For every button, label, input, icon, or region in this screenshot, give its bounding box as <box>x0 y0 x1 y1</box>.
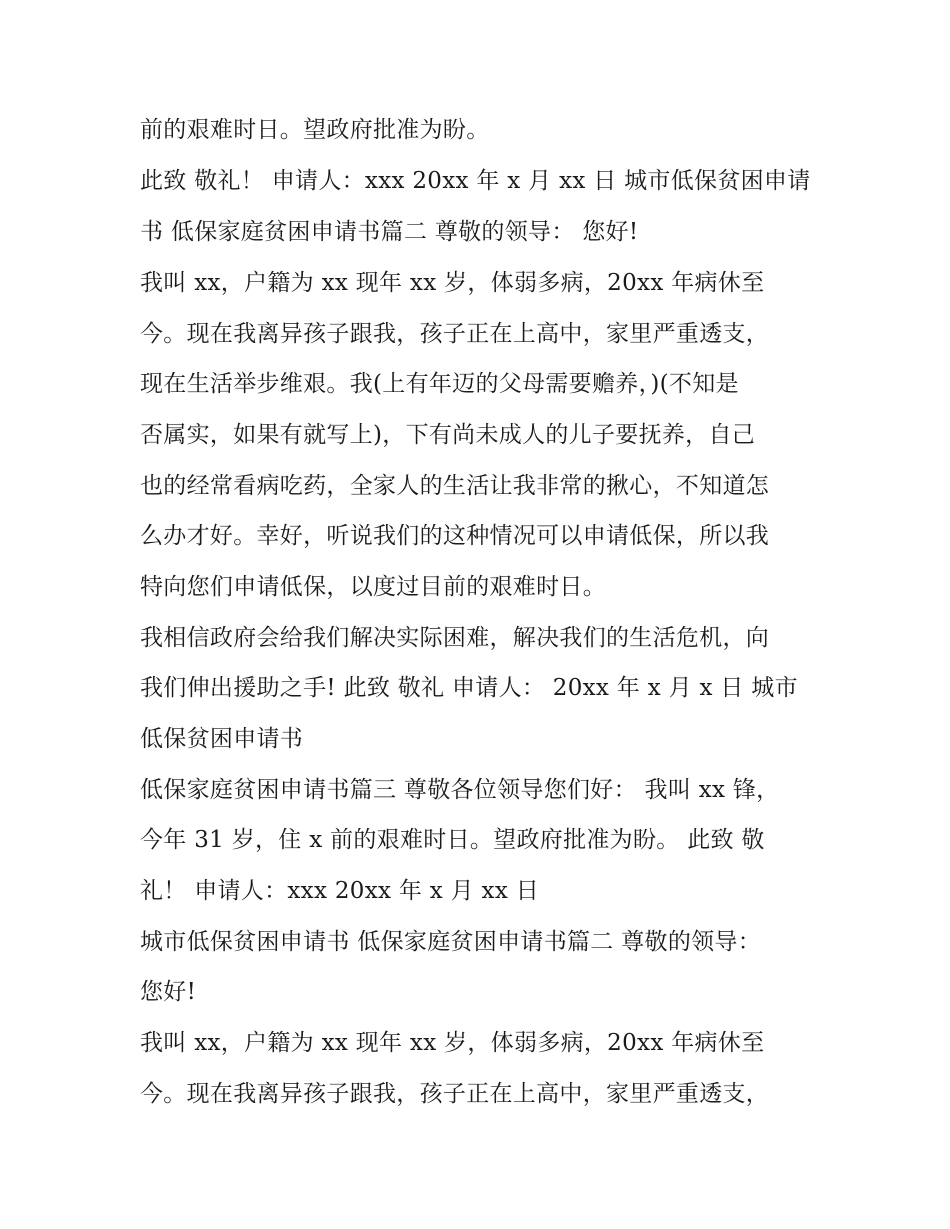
text-line-18: 您好! <box>140 979 197 1005</box>
text-line-16: 礼！ 申请人：xxx 20xx 年 x 月 xx 日 <box>140 878 540 904</box>
text-line-2: 此致 敬礼！ 申请人：xxx 20xx 年 x 月 xx 日 城市低保贫困申请 <box>140 168 811 194</box>
text-line-8: 也的经常看病吃药，全家人的生活让我非常的揪心，不知道怎 <box>140 473 770 499</box>
text-line-5: 今。现在我离异孩子跟我，孩子正在上高中，家里严重透支， <box>140 321 770 347</box>
text-line-11: 我相信政府会给我们解决实际困难，解决我们的生活危机，向 <box>140 625 770 651</box>
text-line-10: 特向您们申请低保，以度过目前的艰难时日。 <box>140 574 606 600</box>
text-line-19: 我叫 xx，户籍为 xx 现年 xx 岁，体弱多病，20xx 年病休至 <box>140 1030 765 1056</box>
text-line-17: 城市低保贫困申请书 低保家庭贫困申请书篇二 尊敬的领导： <box>140 929 762 955</box>
text-line-6: 现在生活举步维艰。我(上有年迈的父母需要赡养，)(不知是 <box>140 371 739 397</box>
text-line-20: 今。现在我离异孩子跟我，孩子正在上高中，家里严重透支， <box>140 1081 770 1107</box>
text-line-9: 么办才好。幸好，听说我们的这种情况可以申请低保，所以我 <box>140 523 770 549</box>
text-line-12: 我们伸出援助之手! 此致 敬礼 申请人： 20xx 年 x 月 x 日 城市 <box>140 675 798 701</box>
text-line-4: 我叫 xx，户籍为 xx 现年 xx 岁，体弱多病，20xx 年病休至 <box>140 270 765 296</box>
text-line-13: 低保贫困申请书 <box>140 726 304 752</box>
text-line-14: 低保家庭贫困申请书篇三 尊敬各位领导您们好： 我叫 xx 锋， <box>140 777 780 803</box>
text-line-15: 今年 31 岁，住 x 前的艰难时日。望政府批准为盼。 此致 敬 <box>140 827 765 853</box>
text-line-3: 书 低保家庭贫困申请书篇二 尊敬的领导： 您好! <box>140 219 639 245</box>
text-line-7: 否属实，如果有就写上)，下有尚未成人的儿子要抚养，自己 <box>140 422 756 448</box>
text-line-1: 前的艰难时日。望政府批准为盼。 <box>140 117 490 143</box>
